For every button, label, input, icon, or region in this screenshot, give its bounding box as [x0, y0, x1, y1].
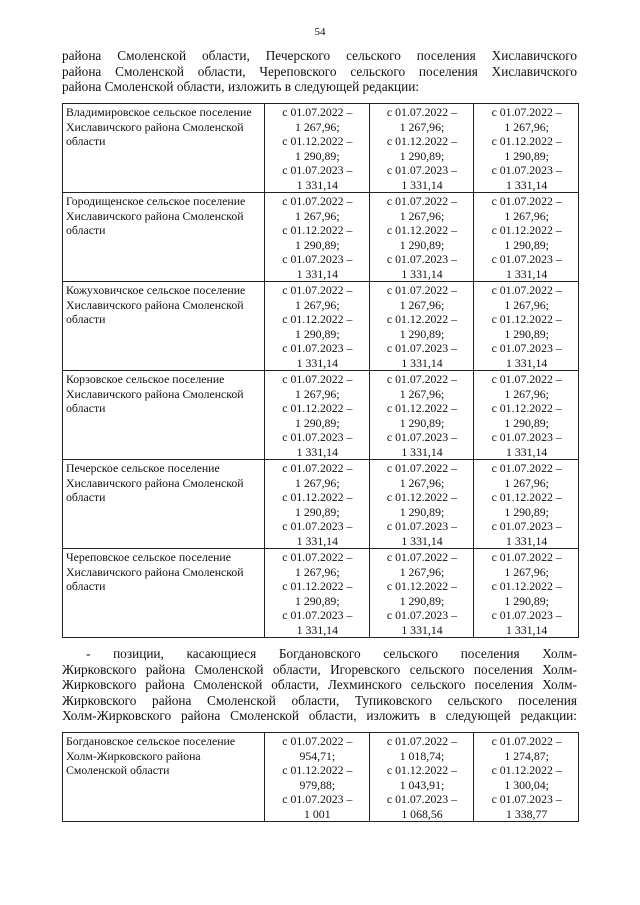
tariff-line: 1 290,89;: [295, 326, 340, 341]
tariff-line: 1 331,14: [506, 266, 548, 281]
tariff-line: с 01.07.2022 –: [386, 734, 458, 748]
tariff-line: 1 300,04;: [504, 777, 549, 792]
tariff-line: с 01.07.2023 –: [491, 430, 562, 444]
tariff-line: с 01.07.2023 –: [282, 252, 353, 266]
tariff-cell: [265, 371, 370, 460]
tariff-line: с 01.07.2022 –: [491, 550, 562, 564]
tariff-line: с 01.12.2022 –: [386, 763, 458, 777]
tariff-line: с 01.07.2023 –: [386, 430, 458, 444]
tariff-line: 1 001: [304, 806, 331, 821]
tariff-line: 1 290,89;: [504, 593, 549, 608]
tariff-cell: [474, 549, 579, 638]
tariff-line: с 01.12.2022 –: [491, 223, 562, 237]
tariff-line: с 01.07.2022 –: [386, 461, 458, 475]
tariff-cell: [474, 193, 579, 282]
tariff-line: с 01.07.2022 –: [282, 283, 353, 297]
tariff-line: 1 267,96;: [399, 386, 445, 401]
tariff-cell: [369, 549, 474, 638]
tariff-cell: [474, 371, 579, 460]
tariff-line: 1 290,89;: [399, 237, 445, 252]
tariff-line: 1 331,14: [506, 177, 548, 192]
tariff-line: с 01.12.2022 –: [386, 579, 458, 593]
tariff-line: с 01.07.2022 –: [491, 283, 562, 297]
tariff-line: с 01.07.2022 –: [386, 194, 458, 208]
tariff-line: с 01.12.2022 –: [386, 134, 458, 148]
tariff-line: 1 043,91;: [399, 777, 445, 792]
tariff-line: с 01.07.2022 –: [491, 734, 562, 748]
tariff-line: 1 331,14: [401, 444, 443, 459]
tariff-line: 1 267,96;: [399, 208, 445, 223]
tariff-line: 1 331,14: [401, 355, 443, 370]
tariff-line: 1 267,96;: [504, 208, 549, 223]
tariff-line: 1 290,89;: [295, 415, 340, 430]
tariff-line: 1 290,89;: [295, 593, 340, 608]
page-number: 54: [314, 26, 326, 38]
table-row: [63, 733, 579, 822]
tariff-line: с 01.12.2022 –: [491, 312, 562, 326]
tariff-line: с 01.07.2023 –: [282, 519, 353, 533]
tariff-cell: [369, 282, 474, 371]
tariff-line: 1 331,14: [401, 622, 443, 637]
para-line: Жирковского района Смоленской области, Игоревского сельского поселения Холм-: [62, 661, 577, 677]
settlement-name-cell: Владимировское сельское поселение Хиславичского района Смоленской области: [63, 104, 265, 193]
tariff-line: с 01.07.2022 –: [491, 105, 562, 119]
tariff-line: с 01.07.2022 –: [282, 372, 353, 386]
table-row: [63, 104, 579, 193]
tariff-line: 1 331,14: [296, 177, 338, 192]
table-row: [63, 460, 579, 549]
settlement-name-cell: Кожуховичское сельское поселение Хиславичского района Смоленской области: [63, 282, 265, 371]
tariff-line: 1 331,14: [401, 266, 443, 281]
tariff-line: 1 338,77: [506, 806, 548, 821]
tariff-line: с 01.12.2022 –: [386, 401, 458, 415]
tariff-line: с 01.07.2022 –: [282, 194, 353, 208]
tariff-line: с 01.07.2023 –: [386, 163, 458, 177]
tariff-line: с 01.12.2022 –: [491, 401, 562, 415]
tariff-line: 1 290,89;: [399, 148, 445, 163]
tariff-line: 1 267,96;: [504, 386, 549, 401]
tariff-line: 1 267,96;: [295, 297, 340, 312]
tariff-line: 1 290,89;: [399, 593, 445, 608]
tariff-line: 1 267,96;: [295, 208, 340, 223]
tariff-line: 1 331,14: [401, 177, 443, 192]
tariff-line: 1 267,96;: [295, 564, 340, 579]
tariff-line: 1 267,96;: [399, 564, 445, 579]
tariff-line: 954,71;: [299, 748, 336, 763]
tariff-line: с 01.12.2022 –: [386, 312, 458, 326]
tariff-line: с 01.07.2022 –: [491, 461, 562, 475]
tariff-cell: [474, 104, 579, 193]
tariff-line: с 01.07.2023 –: [386, 519, 458, 533]
tariff-line: с 01.07.2022 –: [386, 105, 458, 119]
tariff-line: 1 290,89;: [399, 504, 445, 519]
tariff-line: с 01.07.2023 –: [282, 430, 353, 444]
tariff-line: 1 331,14: [296, 533, 338, 548]
tariff-cell: [265, 282, 370, 371]
tariff-cell: [474, 460, 579, 549]
tariff-line: с 01.07.2023 –: [282, 341, 353, 355]
tariff-line: 1 290,89;: [504, 504, 549, 519]
tariff-line: с 01.12.2022 –: [282, 579, 353, 593]
tariff-line: 1 267,96;: [295, 119, 340, 134]
tariff-cell: [369, 193, 474, 282]
tariff-line: с 01.07.2023 –: [386, 608, 458, 622]
tariff-line: с 01.07.2022 –: [282, 734, 353, 748]
tariff-line: с 01.12.2022 –: [282, 401, 353, 415]
tariff-line: 1 290,89;: [399, 415, 445, 430]
settlement-name-cell: Печерское сельское поселение Хиславичского района Смоленской области: [63, 460, 265, 549]
tariff-line: с 01.07.2022 –: [282, 550, 353, 564]
tariff-line: с 01.12.2022 –: [491, 134, 562, 148]
tariff-line: 1 290,89;: [504, 148, 549, 163]
tariff-line: 1 267,96;: [399, 119, 445, 134]
tariff-line: 1 290,89;: [504, 415, 549, 430]
tariff-cell: [369, 104, 474, 193]
tariff-line: 1 267,96;: [399, 475, 445, 490]
tariff-line: с 01.07.2022 –: [386, 283, 458, 297]
tariff-line: с 01.07.2023 –: [491, 608, 562, 622]
tariff-line: с 01.12.2022 –: [282, 763, 353, 777]
tariff-line: 1 290,89;: [295, 148, 340, 163]
tariff-line: с 01.07.2023 –: [282, 163, 353, 177]
intro-line: района Смоленской области, Печерского сельского поселения Хиславичского: [62, 48, 577, 63]
tariff-line: с 01.07.2022 –: [491, 372, 562, 386]
table-row: [63, 282, 579, 371]
tariff-line: с 01.12.2022 –: [282, 134, 353, 148]
tariff-line: 1 331,14: [296, 355, 338, 370]
tariff-line: с 01.12.2022 –: [491, 490, 562, 504]
tariff-line: 1 274,87;: [504, 748, 549, 763]
tariff-line: 1 331,14: [506, 622, 548, 637]
tariff-line: 1 290,89;: [295, 237, 340, 252]
tariff-line: 1 290,89;: [295, 504, 340, 519]
tariff-line: с 01.07.2022 –: [386, 550, 458, 564]
tariff-line: 1 290,89;: [504, 237, 549, 252]
tariff-line: 1 267,96;: [504, 564, 549, 579]
tariff-line: с 01.12.2022 –: [282, 312, 353, 326]
tariff-line: 1 267,96;: [295, 386, 340, 401]
tariff-line: 1 267,96;: [399, 297, 445, 312]
settlement-name-cell: Череповское сельское поселение Хиславичского района Смоленской области: [63, 549, 265, 638]
tariff-line: с 01.07.2023 –: [491, 341, 562, 355]
tariff-line: 1 290,89;: [504, 326, 549, 341]
tariff-line: 1 331,14: [506, 355, 548, 370]
tariff-cell: [369, 460, 474, 549]
tariff-line: 1 267,96;: [295, 475, 340, 490]
tariff-line: с 01.07.2022 –: [282, 461, 353, 475]
tariff-line: с 01.12.2022 –: [491, 763, 562, 777]
intro-line: района Смоленской области, Череповского сельского поселения Хиславичского: [62, 63, 577, 79]
tariff-line: с 01.07.2023 –: [282, 608, 353, 622]
table-row: [63, 193, 579, 282]
para-line: Жирковского района Смоленской области, Тупиковского сельского поселения: [62, 692, 577, 708]
tariff-line: 979,88;: [299, 777, 336, 792]
tariff-cell: [474, 282, 579, 371]
tariff-line: с 01.07.2023 –: [386, 792, 458, 806]
tariff-cell: [474, 733, 579, 822]
tariff-table-holm-zhirki: [62, 732, 579, 822]
tariff-line: с 01.07.2023 –: [386, 252, 458, 266]
table-row: [63, 549, 579, 638]
tariff-line: 1 331,14: [296, 622, 338, 637]
tariff-cell: [265, 104, 370, 193]
tariff-line: с 01.07.2022 –: [386, 372, 458, 386]
tariff-line: 1 290,89;: [399, 326, 445, 341]
tariff-line: 1 068,56: [401, 806, 443, 821]
tariff-cell: [265, 733, 370, 822]
tariff-line: 1 267,96;: [504, 475, 549, 490]
positions-paragraph: [62, 646, 577, 724]
tariff-line: с 01.07.2023 –: [282, 792, 353, 806]
tariff-line: с 01.12.2022 –: [491, 579, 562, 593]
tariff-line: с 01.07.2023 –: [491, 792, 562, 806]
tariff-line: 1 267,96;: [504, 119, 549, 134]
tariff-line: с 01.07.2023 –: [491, 519, 562, 533]
tariff-line: с 01.12.2022 –: [386, 490, 458, 504]
tariff-line: 1 331,14: [296, 266, 338, 281]
tariff-cell: [265, 193, 370, 282]
tariff-line: с 01.12.2022 –: [282, 490, 353, 504]
tariff-table-hislavichi: [62, 103, 579, 638]
table-row: [63, 371, 579, 460]
settlement-name-cell: Богдановское сельское поселение Холм-Жирковского района Смоленской области: [63, 733, 265, 822]
tariff-line: с 01.07.2022 –: [282, 105, 353, 119]
tariff-line: с 01.07.2023 –: [386, 341, 458, 355]
tariff-line: с 01.12.2022 –: [386, 223, 458, 237]
tariff-cell: [369, 733, 474, 822]
tariff-line: с 01.07.2023 –: [491, 163, 562, 177]
tariff-line: 1 331,14: [401, 533, 443, 548]
tariff-line: с 01.07.2023 –: [491, 252, 562, 266]
tariff-cell: [369, 371, 474, 460]
intro-line: района Смоленской области, изложить в следующей редакции:: [62, 79, 420, 94]
tariff-line: с 01.07.2022 –: [491, 194, 562, 208]
intro-paragraph: [62, 48, 577, 95]
settlement-name-cell: Городищенское сельское поселение Хиславичского района Смоленской области: [63, 193, 265, 282]
para-line: Жирковского района Смоленской области, Лехминского сельского поселения Холм-: [62, 677, 577, 692]
para-line: - позиции, касающиеся Богдановского сельского поселения Холм-: [86, 646, 577, 661]
tariff-line: 1 018,74;: [399, 748, 445, 763]
settlement-name-cell: Корзовское сельское поселение Хиславичского района Смоленской области: [63, 371, 265, 460]
tariff-line: 1 331,14: [506, 444, 548, 459]
tariff-cell: [265, 549, 370, 638]
tariff-line: 1 331,14: [296, 444, 338, 459]
tariff-line: 1 267,96;: [504, 297, 549, 312]
tariff-line: 1 331,14: [506, 533, 548, 548]
tariff-cell: [265, 460, 370, 549]
para-line: Холм-Жирковского района Смоленской области, изложить в следующей редакции:: [62, 708, 577, 723]
tariff-line: с 01.12.2022 –: [282, 223, 353, 237]
